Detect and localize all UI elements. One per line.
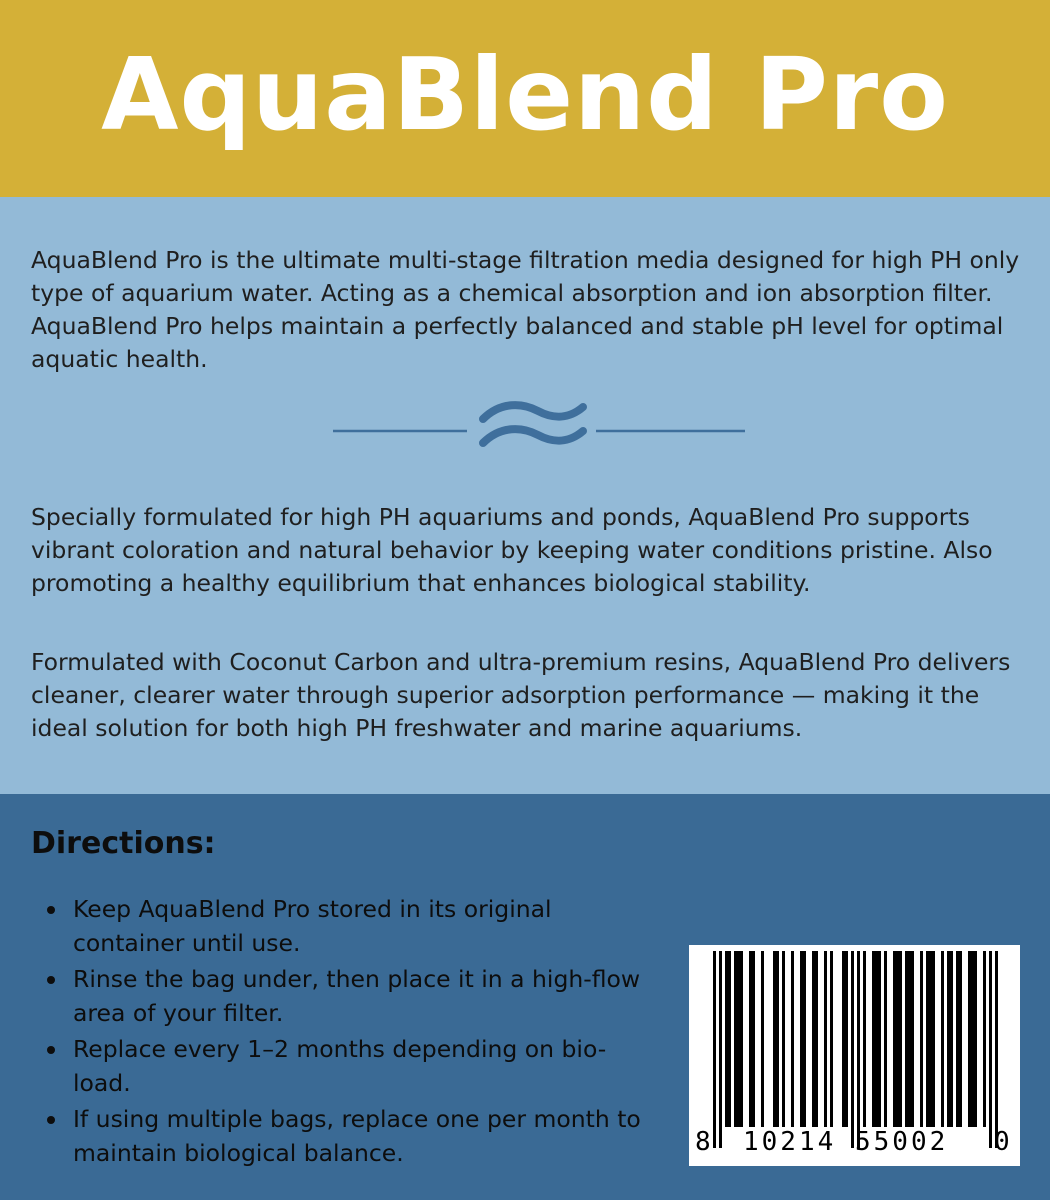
- barcode-last-digit: 0: [994, 1127, 1010, 1157]
- directions-heading: Directions:: [31, 826, 216, 861]
- bullet-icon: [47, 976, 55, 984]
- barcode-first-digit: 8: [695, 1127, 711, 1157]
- barcode-right-digits: 55002: [855, 1127, 949, 1157]
- directions-item: [31, 962, 651, 1030]
- directions-item: [31, 1102, 651, 1170]
- directions-list: [31, 892, 651, 1172]
- directions-item-text: Replace every 1–2 months depending on bio-load.: [73, 1035, 607, 1097]
- directions-item: [31, 1032, 651, 1100]
- description-paragraph-3: Formulated with Coconut Carbon and ultra-premium resins, AquaBlend Pro delivers cleaner, clearer water through superior adsorption performance — making it the ideal solution for both high PH freshwater and marine aquariums.: [31, 648, 1011, 742]
- description-section: [0, 197, 1050, 794]
- bullet-icon: [47, 1046, 55, 1054]
- barcode-left-digits: 10214: [743, 1127, 837, 1157]
- bullet-icon: [47, 1116, 55, 1124]
- directions-item-text: Keep AquaBlend Pro stored in its original container until use.: [73, 895, 552, 957]
- bullet-icon: [47, 906, 55, 914]
- header-banner: [0, 0, 1050, 197]
- directions-item: [31, 892, 651, 960]
- product-title: AquaBlend Pro: [101, 36, 949, 153]
- description-paragraph-1: AquaBlend Pro is the ultimate multi-stage filtration media designed for high PH only type of aquarium water. Acting as a chemical absorption and ion absorption filter. AquaBlend Pro helps maintain a perfectly balanced and stable pH level for optimal aquatic health.: [31, 246, 1020, 373]
- directions-item-text: If using multiple bags, replace one per month to maintain biological balance.: [73, 1105, 641, 1167]
- barcode: [689, 945, 1020, 1166]
- directions-section: [0, 794, 1050, 1200]
- wave-divider-icon: [333, 395, 745, 461]
- description-paragraph-2: Specially formulated for high PH aquariums and ponds, AquaBlend Pro supports vibrant coloration and natural behavior by keeping water conditions pristine. Also promoting a healthy equilibrium that enhances biological stability.: [31, 503, 993, 597]
- directions-item-text: Rinse the bag under, then place it in a high-flow area of your filter.: [73, 965, 641, 1027]
